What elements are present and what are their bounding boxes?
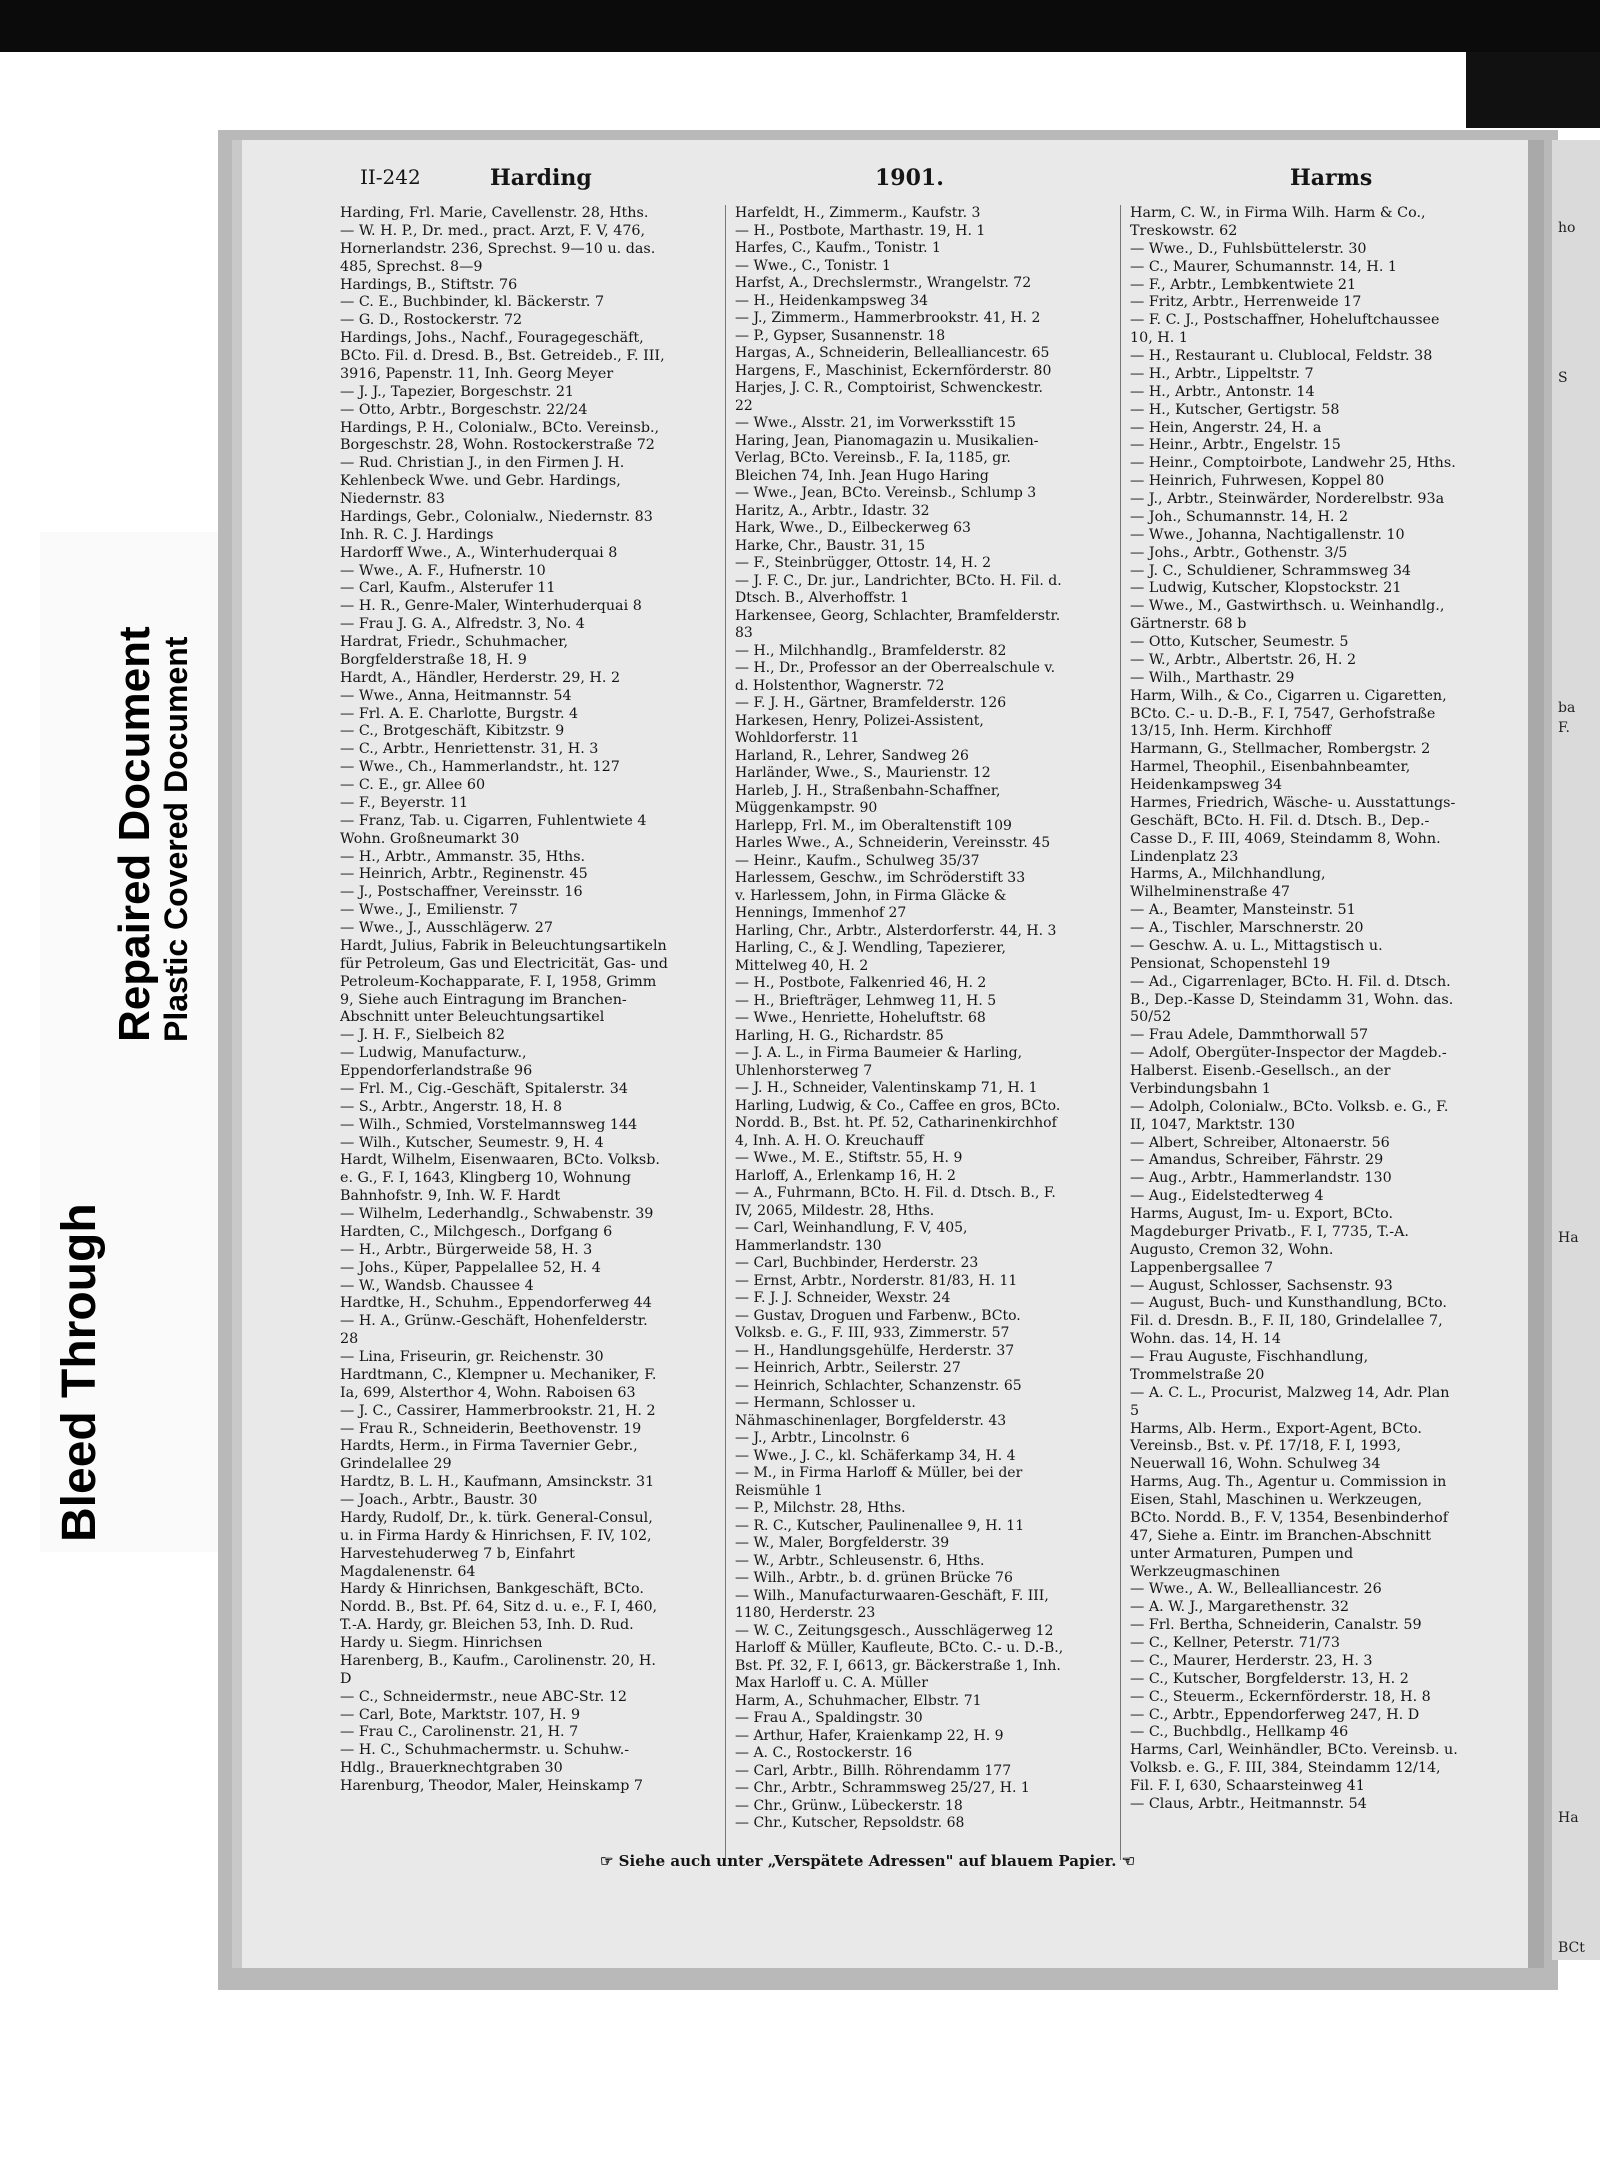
directory-entry: — Aug., Eidelstedterweg 4 <box>1130 1188 1324 1205</box>
directory-entry: — J., Zimmerm., Hammerbrookstr. 41, H. 2 <box>735 310 1041 326</box>
directory-entry: Hargas, A., Schneiderin, Bellealliancestr. 65 <box>735 345 1050 361</box>
directory-entry: — W., Wandsb. Chaussee 4 <box>340 1277 534 1294</box>
directory-entry: — Frl. M., Cig.-Geschäft, Spitalerstr. 34 <box>340 1080 628 1097</box>
directory-entry: Hardt, Julius, Fabrik in Beleuchtungsartikeln für Petroleum, Gas und Electricität, Gas- und Petroleum-Kochapparate, F. I, 1958, Grimm 9, Siehe auch Eintragung im Branchen-Abschnitt unter Beleuchtungsartikel <box>340 937 668 1026</box>
directory-entry: — Wwe., C., Tonistr. 1 <box>735 257 891 274</box>
next-page-fragment: ba <box>1558 700 1576 716</box>
next-page-fragment: Ha <box>1558 1230 1579 1246</box>
directory-entry: — C., Maurer, Schumannstr. 14, H. 1 <box>1130 258 1398 275</box>
label-repaired-document: Repaired Document <box>110 626 159 1042</box>
directory-entry: — C. E., Buchbinder, kl. Bäckerstr. 7 <box>340 294 605 311</box>
directory-entry: — Wwe., Alsstr. 21, im Vorwerksstift 15 <box>735 415 1016 431</box>
directory-entry: — Heinr., Arbtr., Engelstr. 15 <box>1130 437 1341 454</box>
directory-entry: — J. A. L., in Firma Baumeier & Harling, Uhlenhorsterweg 7 <box>735 1045 1023 1079</box>
directory-entry: — H., Arbtr., Lippeltstr. 7 <box>1130 365 1314 382</box>
directory-entry: — W., Maler, Borgfelderstr. 39 <box>735 1535 950 1551</box>
directory-entry: — J. F. C., Dr. jur., Landrichter, BCto. H. Fil. d. Dtsch. B., Alverhoffstr. 1 <box>735 572 1062 606</box>
directory-column-1 <box>340 205 670 1796</box>
column-divider-1 <box>725 205 726 1860</box>
directory-entry: Harm, C. W., in Firma Wilh. Harm & Co., Treskowstr. 62 <box>1130 205 1426 239</box>
next-page-fragment: BCt <box>1558 1940 1585 1956</box>
directory-entry: — Wwe., Ch., Hammerlandstr., ht. 127 <box>340 759 620 776</box>
directory-entry: — Carl, Kaufm., Alsterufer 11 <box>340 580 556 597</box>
directory-entry: — Ad., Cigarrenlager, BCto. H. Fil. d. Dtsch. B., Dep.-Kasse D, Steindamm 31, Wohn. das. 50/52 <box>1130 973 1454 1026</box>
directory-entry: — H. C., Schuhmachermstr. u. Schuhw.-Hdlg., Brauerknechtgraben 30 <box>340 1742 630 1777</box>
directory-entry: — H., Dr., Professor an der Oberrealschule v. d. Holstenthor, Wagnerstr. 72 <box>735 660 1056 694</box>
directory-entry: — Wilhelm, Lederhandlg., Schwabenstr. 39 <box>340 1206 654 1222</box>
directory-entry: — Franz, Tab. u. Cigarren, Fuhlentwiete 4 Wohn. Großneumarkt 30 <box>340 812 647 847</box>
directory-entry: — Wilh., Kutscher, Seumestr. 9, H. 4 <box>340 1134 604 1151</box>
directory-entry: — H., Milchhandlg., Bramfelderstr. 82 <box>735 642 1007 659</box>
directory-entry: — J. C., Cassirer, Hammerbrookstr. 21, H. 2 <box>340 1402 656 1419</box>
directory-entry: Harmes, Friedrich, Wäsche- u. Ausstattungs-Geschäft, BCto. H. Fil. d. Dtsch. B., Dep.-Casse D., F. III, 4069, Steindamm 8, Wohn. Lindenplatz 23 <box>1130 794 1456 865</box>
directory-entry: Haring, Jean, Pianomagazin u. Musikalien-Verlag, BCto. Vereinsb., F. Ia, 1185, gr. Bleichen 74, Inh. Jean Hugo Haring <box>735 432 1039 484</box>
directory-entry: Hardt, Wilhelm, Eisenwaaren, BCto. Volksb. e. G., F. I, 1643, Klingberg 10, Wohnung Bahnhofstr. 9, Inh. W. F. Hardt <box>340 1152 660 1205</box>
directory-entry: Hardy, Rudolf, Dr., k. türk. General-Consul, u. in Firma Hardy & Hinrichsen, F. IV, 102, Harvestehuderweg 7 b, Einfahrt Magdalenenstr. 64 <box>340 1509 653 1580</box>
directory-entry: — Johs., Küper, Pappelallee 52, H. 4 <box>340 1259 601 1276</box>
directory-entry: — Frau Adele, Dammthorwall 57 <box>1130 1027 1369 1044</box>
directory-entry: — A. C., Rostockerstr. 16 <box>735 1745 913 1761</box>
next-page-edge <box>1552 140 1600 1960</box>
directory-entry: Harling, C., & J. Wendling, Tapezierer, Mittelweg 40, H. 2 <box>735 940 1006 974</box>
directory-entry: — Heinrich, Arbtr., Reginenstr. 45 <box>340 866 588 883</box>
directory-entry: — C., Steuerm., Eckernförderstr. 18, H. 8 <box>1130 1688 1431 1705</box>
page-footnote: ☞ Siehe auch unter „Verspätete Adressen" auf blauem Papier. ☜ <box>600 1852 1136 1870</box>
next-page-fragment: S <box>1558 370 1568 386</box>
directory-entry: — Carl, Arbtr., Billh. Röhrendamm 177 <box>735 1762 1012 1779</box>
directory-entry: — M., in Firma Harloff & Müller, bei der Reismühle 1 <box>735 1465 1023 1499</box>
directory-entry: — Wwe., A. F., Hufnerstr. 10 <box>340 562 546 579</box>
next-page-fragment: ho <box>1558 220 1576 236</box>
directory-entry: Harmann, G., Stellmacher, Rombergstr. 2 <box>1130 741 1431 758</box>
directory-entry: — H., Postbote, Marthastr. 19, H. 1 <box>735 222 986 239</box>
directory-entry: — H., Arbtr., Antonstr. 14 <box>1130 383 1315 400</box>
next-page-fragment: F. <box>1558 720 1570 736</box>
directory-entry: Harke, Chr., Baustr. 31, 15 <box>735 537 926 554</box>
directory-entry: — Wwe., Henriette, Hoheluftstr. 68 <box>735 1010 986 1026</box>
directory-entry: Harkensee, Georg, Schlachter, Bramfelderstr. 83 <box>735 607 1061 641</box>
header-left-word: Harding <box>490 165 592 191</box>
directory-entry: Harkesen, Henry, Polizei-Assistent, Wohldorferstr. 11 <box>735 712 984 746</box>
column-divider-2 <box>1120 205 1121 1860</box>
directory-entry: — Frl. A. E. Charlotte, Burgstr. 4 <box>340 705 579 722</box>
directory-entry: — J., Arbtr., Lincolnstr. 6 <box>735 1430 910 1446</box>
directory-entry: — C. E., gr. Allee 60 <box>340 777 486 793</box>
next-page-fragment: Ha <box>1558 1810 1579 1826</box>
directory-entry: Hardrat, Friedr., Schuhmacher, Borgfelderstraße 18, H. 9 <box>340 634 568 668</box>
directory-entry: — S., Arbtr., Angerstr. 18, H. 8 <box>340 1098 563 1115</box>
directory-entry: Harm, Wilh., & Co., Cigarren u. Cigaretten, BCto. C.- u. D.-B., F. I, 7547, Gerhofstraße 13/15, Inh. Herm. Kirchhoff <box>1130 687 1447 740</box>
directory-entry: — H., Heidenkampsweg 34 <box>735 292 928 309</box>
directory-entry: — Geschw. A. u. L., Mittagstisch u. Pensionat, Schopenstehl 19 <box>1130 937 1383 972</box>
directory-entry: — W. C., Zeitungsgesch., Ausschlägerweg 12 <box>735 1622 1054 1639</box>
directory-entry: — C., Kellner, Peterstr. 71/73 <box>1130 1635 1340 1651</box>
directory-entry: — F., Arbtr., Lembkentwiete 21 <box>1130 276 1357 293</box>
directory-entry: — Rud. Christian J., in den Firmen J. H. Kehlenbeck Wwe. und Gebr. Hardings, Niedernstr. 83 <box>340 455 625 507</box>
directory-entry: — Carl, Weinhandlung, F. V, 405, Hammerlandstr. 130 <box>735 1220 968 1254</box>
directory-entry: Harloff & Müller, Kaufleute, BCto. C.- u. D.-B., Bst. Pf. 32, F. I, 6613, gr. Bäckerstraße 1, Inh. Max Harloff u. C. A. Müller <box>735 1640 1064 1691</box>
directory-entry: — H., Restaurant u. Clublocal, Feldstr. 38 <box>1130 348 1433 364</box>
directory-entry: — Hein, Angerstr. 24, H. a <box>1130 419 1322 436</box>
directory-entry: — Chr., Kutscher, Repsoldstr. 68 <box>735 1815 965 1831</box>
directory-entry: — J. H. F., Sielbeich 82 <box>340 1027 505 1044</box>
directory-entry: — J. J., Tapezier, Borgeschstr. 21 <box>340 383 575 400</box>
directory-entry: — C., Buchbdlg., Hellkamp 46 <box>1130 1724 1349 1741</box>
directory-entry: — H., Arbtr., Ammanstr. 35, Hths. <box>340 848 586 865</box>
directory-entry: — Wilh., Arbtr., b. d. grünen Brücke 76 <box>735 1570 1013 1586</box>
directory-entry: Harjes, J. C. R., Comptoirist, Schwenckestr. 22 <box>735 380 1043 414</box>
directory-entry: — Wilh., Marthastr. 29 <box>1130 669 1295 686</box>
directory-entry: — Otto, Arbtr., Borgeschstr. 22/24 <box>340 401 588 418</box>
directory-entry: — Adolph, Colonialw., BCto. Volksb. e. G., F. II, 1047, Marktstr. 130 <box>1130 1098 1449 1133</box>
directory-entry: Hardings, P. H., Colonialw., BCto. Vereinsb., Borgeschstr. 28, Wohn. Rostockerstraße 72 <box>340 419 660 454</box>
directory-entry: — Wwe., A. W., Bellealliancestr. 26 <box>1130 1581 1382 1598</box>
directory-entry: — Claus, Arbtr., Heitmannstr. 54 <box>1130 1795 1367 1812</box>
directory-entry: — Wwe., Johanna, Nachtigallenstr. 10 <box>1130 526 1405 543</box>
directory-entry: — J. H., Schneider, Valentinskamp 71, H. 1 <box>735 1080 1038 1096</box>
directory-entry: — P., Gypser, Susannenstr. 18 <box>735 327 946 344</box>
directory-entry: — Heinrich, Schlachter, Schanzenstr. 65 <box>735 1377 1022 1394</box>
directory-entry: — H. A., Grünw.-Geschäft, Hohenfelderstr. 28 <box>340 1313 648 1348</box>
directory-entry: Harling, Chr., Arbtr., Alsterdorferstr. 44, H. 3 <box>735 922 1057 939</box>
directory-entry: Harenburg, Theodor, Maler, Heinskamp 7 <box>340 1778 643 1794</box>
directory-entry: — Amandus, Schreiber, Fährstr. 29 <box>1130 1152 1384 1169</box>
directory-entry: — H., Handlungsgehülfe, Herderstr. 37 <box>735 1342 1015 1359</box>
directory-entry: — Joh., Schumannstr. 14, H. 2 <box>1130 508 1349 525</box>
directory-entry: Hardt, A., Händler, Herderstr. 29, H. 2 <box>340 669 621 686</box>
scan-right-corner-shadow <box>1466 52 1600 128</box>
directory-entry: Harms, Alb. Herm., Export-Agent, BCto. Vereinsb., Bst. v. Pf. 17/18, F. I, 1993, Neuerwall 16, Wohn. Schulweg 34 <box>1130 1420 1422 1473</box>
directory-entry: — Chr., Grünw., Lübeckerstr. 18 <box>735 1797 963 1814</box>
directory-entry: Harm, A., Schuhmacher, Elbstr. 71 <box>735 1692 982 1709</box>
directory-entry: — C., Maurer, Herderstr. 23, H. 3 <box>1130 1652 1373 1669</box>
directory-entry: — Wilh., Schmied, Vorstelmannsweg 144 <box>340 1116 638 1133</box>
directory-entry: Haritz, A., Arbtr., Idastr. 32 <box>735 502 930 519</box>
directory-entry: — W. H. P., Dr. med., pract. Arzt, F. V, 476, Hornerlandstr. 236, Sprechst. 9—10 u. das. 485, Sprechst. 8—9 <box>340 222 656 275</box>
directory-entry: Hardtz, B. L. H., Kaufmann, Amsinckstr. 31 <box>340 1474 655 1491</box>
page-number: II-242 <box>360 165 421 189</box>
directory-entry: — Frau Auguste, Fischhandlung, Trommelstraße 20 <box>1130 1349 1369 1383</box>
header-right-word: Harms <box>1290 165 1373 191</box>
directory-entry: — Wwe., M. E., Stiftstr. 55, H. 9 <box>735 1150 963 1166</box>
directory-entry: Harleb, J. H., Straßenbahn-Schaffner, Müggenkampstr. 90 <box>735 782 1001 816</box>
directory-entry: — Heinrich, Arbtr., Seilerstr. 27 <box>735 1360 961 1376</box>
directory-entry: — J., Arbtr., Steinwärder, Norderelbstr. 93a <box>1130 491 1445 507</box>
directory-entry: Hargens, F., Maschinist, Eckernförderstr. 80 <box>735 362 1052 379</box>
directory-entry: — Lina, Friseurin, gr. Reichenstr. 30 <box>340 1349 604 1365</box>
directory-entry: — Frau C., Carolinenstr. 21, H. 7 <box>340 1724 579 1741</box>
directory-entry: Harms, Carl, Weinhändler, BCto. Vereinsb. u. Volksb. e. G., F. III, 384, Steindamm 12/14, Fil. F. I, 630, Schaarsteinweg 41 <box>1130 1742 1458 1794</box>
directory-entry: — Wilh., Manufacturwaaren-Geschäft, F. III, 1180, Herderstr. 23 <box>735 1587 1049 1621</box>
directory-entry: — F. J. J. Schneider, Wexstr. 24 <box>735 1290 951 1306</box>
directory-column-2 <box>735 205 1065 1833</box>
directory-entry: — F., Beyerstr. 11 <box>340 794 469 811</box>
directory-entry: Harfeldt, H., Zimmerm., Kaufstr. 3 <box>735 205 981 221</box>
header-year: 1901. <box>875 165 944 191</box>
directory-entry: — Carl, Bote, Marktstr. 107, H. 9 <box>340 1706 581 1723</box>
directory-entry: Hardtmann, C., Klempner u. Mechaniker, F. Ia, 699, Alsterthor 4, Wohn. Raboisen 63 <box>340 1366 657 1401</box>
directory-entry: — Ludwig, Manufacturw., Eppendorferlandstraße 96 <box>340 1045 533 1079</box>
directory-entry: — H., Kutscher, Gertigstr. 58 <box>1130 401 1340 418</box>
directory-entry: — Johs., Arbtr., Gothenstr. 3/5 <box>1130 544 1348 561</box>
directory-entry: — Frau A., Spaldingstr. 30 <box>735 1710 923 1726</box>
directory-entry: v. Harlessem, John, in Firma Gläcke & Hennings, Immenhof 27 <box>735 887 1007 921</box>
directory-entry: — Albert, Schreiber, Altonaerstr. 56 <box>1130 1134 1390 1151</box>
directory-entry: Harenberg, B., Kaufm., Carolinenstr. 20, H. D <box>340 1652 656 1687</box>
directory-entry: — C., Schneidermstr., neue ABC-Str. 12 <box>340 1688 627 1705</box>
directory-entry: Harloff, A., Erlenkamp 16, H. 2 <box>735 1167 956 1184</box>
directory-entry: Harfes, C., Kaufm., Tonistr. 1 <box>735 240 941 256</box>
directory-entry: — Wwe., Jean, BCto. Vereinsb., Schlump 3 <box>735 485 1037 501</box>
directory-entry: — G. D., Rostockerstr. 72 <box>340 312 523 329</box>
directory-entry: — C., Arbtr., Eppendorferweg 247, H. D <box>1130 1706 1420 1723</box>
directory-entry: — H., Briefträger, Lehmweg 11, H. 5 <box>735 992 997 1009</box>
directory-entry: — Wwe., D., Fuhlsbüttelerstr. 30 <box>1130 240 1367 257</box>
directory-column-3 <box>1130 205 1460 1814</box>
directory-entry: — A. C. L., Procurist, Malzweg 14, Adr. Plan 5 <box>1130 1384 1450 1419</box>
directory-entry: Harlessem, Geschw., im Schröderstift 33 <box>735 870 1026 886</box>
directory-entry: — Heinrich, Fuhrwesen, Koppel 80 <box>1130 473 1385 490</box>
directory-entry: — H., Postbote, Falkenried 46, H. 2 <box>735 975 987 991</box>
directory-entry: Hardings, B., Stiftstr. 76 <box>340 276 518 293</box>
directory-entry: Harmel, Theophil., Eisenbahnbeamter, Heidenkampsweg 34 <box>1130 759 1411 793</box>
directory-entry: — C., Arbtr., Henriettenstr. 31, H. 3 <box>340 741 599 758</box>
directory-entry: — Chr., Arbtr., Schrammsweg 25/27, H. 1 <box>735 1780 1030 1796</box>
directory-entry: — F., Steinbrügger, Ottostr. 14, H. 2 <box>735 555 992 571</box>
directory-entry: — Hermann, Schlosser u. Nähmaschinenlager, Borgfelderstr. 43 <box>735 1395 1007 1429</box>
directory-entry: — J., Postschaffner, Vereinsstr. 16 <box>340 884 583 901</box>
directory-entry: — Adolf, Obergüter-Inspector der Magdeb.-Halberst. Eisenb.-Gesellsch., an der Verbindungsbahn 1 <box>1130 1045 1447 1097</box>
directory-entry: Hardings, Johs., Nachf., Fouragegeschäft, BCto. Fil. d. Dresd. B., Bst. Getreideb., F. III, 3916, Papenstr. 11, Inh. Georg Meyer <box>340 330 665 382</box>
directory-entry: — Wwe., J., Emilienstr. 7 <box>340 902 519 919</box>
directory-entry: — A., Fuhrmann, BCto. H. Fil. d. Dtsch. B., F. IV, 2065, Mildestr. 28, Hths. <box>735 1185 1056 1219</box>
directory-entry: — Frl. Bertha, Schneiderin, Canalstr. 59 <box>1130 1617 1422 1634</box>
directory-entry: — C., Kutscher, Borgfelderstr. 13, H. 2 <box>1130 1670 1409 1687</box>
directory-entry: — A., Beamter, Mansteinstr. 51 <box>1130 902 1356 919</box>
directory-entry: — August, Schlosser, Sachsenstr. 93 <box>1130 1277 1393 1294</box>
directory-entry: Harms, August, Im- u. Export, BCto. Magdeburger Privatb., F. I, 7735, T.-A. Augusto, Cremon 32, Wohn. Lappenbergsallee 7 <box>1130 1206 1409 1276</box>
directory-entry: — Wwe., J. C., kl. Schäferkamp 34, H. 4 <box>735 1447 1016 1464</box>
label-plastic-covered-document: Plastic Covered Document <box>158 636 194 1042</box>
directory-entry: Harles Wwe., A., Schneiderin, Vereinsstr. 45 <box>735 835 1051 851</box>
directory-entry: — Fritz, Arbtr., Herrenweide 17 <box>1130 294 1362 311</box>
directory-entry: Hardten, C., Milchgesch., Dorfgang 6 <box>340 1223 613 1240</box>
directory-entry: — R. C., Kutscher, Paulinenallee 9, H. 11 <box>735 1517 1025 1534</box>
page-header <box>360 165 1373 201</box>
scan-top-border <box>0 0 1600 52</box>
directory-entry: — Arthur, Hafer, Kraienkamp 22, H. 9 <box>735 1727 1004 1744</box>
directory-entry: Harms, Aug. Th., Agentur u. Commission in Eisen, Stahl, Maschinen u. Werkzeugen, BCto. Nordd. B., F. V, 1354, Besenbinderhof 47, Siehe a. Eintr. im Branchen-Abschnitt unter Armaturen, Pumpen und Werkzeugmaschinen <box>1130 1474 1449 1580</box>
directory-entry: Harms, A., Milchhandlung, Wilhelminenstraße 47 <box>1130 866 1326 901</box>
directory-entry: — Frau R., Schneiderin, Beethovenstr. 19 <box>340 1420 642 1437</box>
directory-entry: — Aug., Arbtr., Hammerlandstr. 130 <box>1130 1170 1392 1187</box>
directory-entry: — P., Milchstr. 28, Hths. <box>735 1500 906 1516</box>
directory-entry: Harlepp, Frl. M., im Oberaltenstift 109 <box>735 817 1012 834</box>
directory-entry: — Heinr., Comptoirbote, Landwehr 25, Hths. <box>1130 455 1456 472</box>
directory-entry: — H., Arbtr., Bürgerweide 58, H. 3 <box>340 1241 593 1258</box>
directory-entry: — Ludwig, Kutscher, Klopstockstr. 21 <box>1130 580 1402 597</box>
directory-entry: — Joach., Arbtr., Baustr. 30 <box>340 1492 538 1508</box>
directory-entry: Harling, Ludwig, & Co., Caffee en gros, BCto. Nordd. B., Bst. ht. Pf. 52, Catharinenkirchhof 4, Inh. A. H. O. Kreuchauff <box>735 1097 1061 1149</box>
directory-entry: Harland, R., Lehrer, Sandweg 26 <box>735 747 969 764</box>
directory-entry: Hardtke, H., Schuhm., Eppendorferweg 44 <box>340 1295 652 1312</box>
directory-entry: — F. J. H., Gärtner, Bramfelderstr. 126 <box>735 695 1007 711</box>
directory-entry: Harding, Frl. Marie, Cavellenstr. 28, Hths. <box>340 205 649 221</box>
directory-entry: Harfst, A., Drechslermstr., Wrangelstr. 72 <box>735 275 1032 291</box>
directory-entry: — H. R., Genre-Maler, Winterhuderquai 8 <box>340 598 642 615</box>
directory-entry: — Otto, Kutscher, Seumestr. 5 <box>1130 634 1349 650</box>
directory-entry: — Gustav, Droguen und Farbenw., BCto. Volksb. e. G., F. III, 933, Zimmerstr. 57 <box>735 1307 1021 1341</box>
directory-entry: — A. W. J., Margarethenstr. 32 <box>1130 1599 1350 1616</box>
directory-entry: Hardy & Hinrichsen, Bankgeschäft, BCto. Nordd. B., Bst. Pf. 64, Sitz d. u. e., F. I, 460, T.-A. Hardy, gr. Bleichen 53, Inh. D. Rud. Hardy u. Siegm. Hinrichsen <box>340 1581 658 1651</box>
directory-entry: — Ernst, Arbtr., Norderstr. 81/83, H. 11 <box>735 1272 1018 1289</box>
directory-entry: — J. C., Schuldiener, Schrammsweg 34 <box>1130 562 1412 579</box>
directory-entry: Hardorff Wwe., A., Winterhuderquai 8 <box>340 544 618 561</box>
label-bleed-through: Bleed Through <box>53 1203 106 1542</box>
directory-entry: Hark, Wwe., D., Eilbeckerweg 63 <box>735 520 971 536</box>
directory-entry: — Wwe., J., Ausschlägerw. 27 <box>340 920 553 936</box>
directory-entry: Hardts, Herm., in Firma Tavernier Gebr., Grindelallee 29 <box>340 1438 638 1473</box>
directory-entry: — W., Arbtr., Albertstr. 26, H. 2 <box>1130 651 1357 668</box>
directory-entry: Harländer, Wwe., S., Maurienstr. 12 <box>735 765 991 781</box>
directory-entry: — Heinr., Kaufm., Schulweg 35/37 <box>735 852 980 869</box>
directory-entry: — Frau J. G. A., Alfredstr. 3, No. 4 <box>340 616 585 633</box>
directory-entry: Harling, H. G., Richardstr. 85 <box>735 1027 944 1044</box>
directory-entry: — C., Brotgeschäft, Kibitzstr. 9 <box>340 723 565 740</box>
directory-entry: — August, Buch- und Kunsthandlung, BCto. Fil. d. Dresdn. B., F. II, 180, Grindelallee 7, Wohn. das. 14, H. 14 <box>1130 1295 1447 1348</box>
directory-entry: — Carl, Buchbinder, Herderstr. 23 <box>735 1255 979 1271</box>
directory-entry: — A., Tischler, Marschnerstr. 20 <box>1130 920 1364 936</box>
directory-entry: — Wwe., M., Gastwirthsch. u. Weinhandlg., Gärtnerstr. 68 b <box>1130 598 1445 633</box>
directory-entry: — Wwe., Anna, Heitmannstr. 54 <box>340 687 572 704</box>
directory-entry: — W., Arbtr., Schleusenstr. 6, Hths. <box>735 1552 985 1569</box>
directory-entry: Hardings, Gebr., Colonialw., Niedernstr. 83 Inh. R. C. J. Hardings <box>340 508 653 543</box>
directory-entry: — F. C. J., Postschaffner, Hoheluftchaussee 10, H. 1 <box>1130 312 1440 347</box>
